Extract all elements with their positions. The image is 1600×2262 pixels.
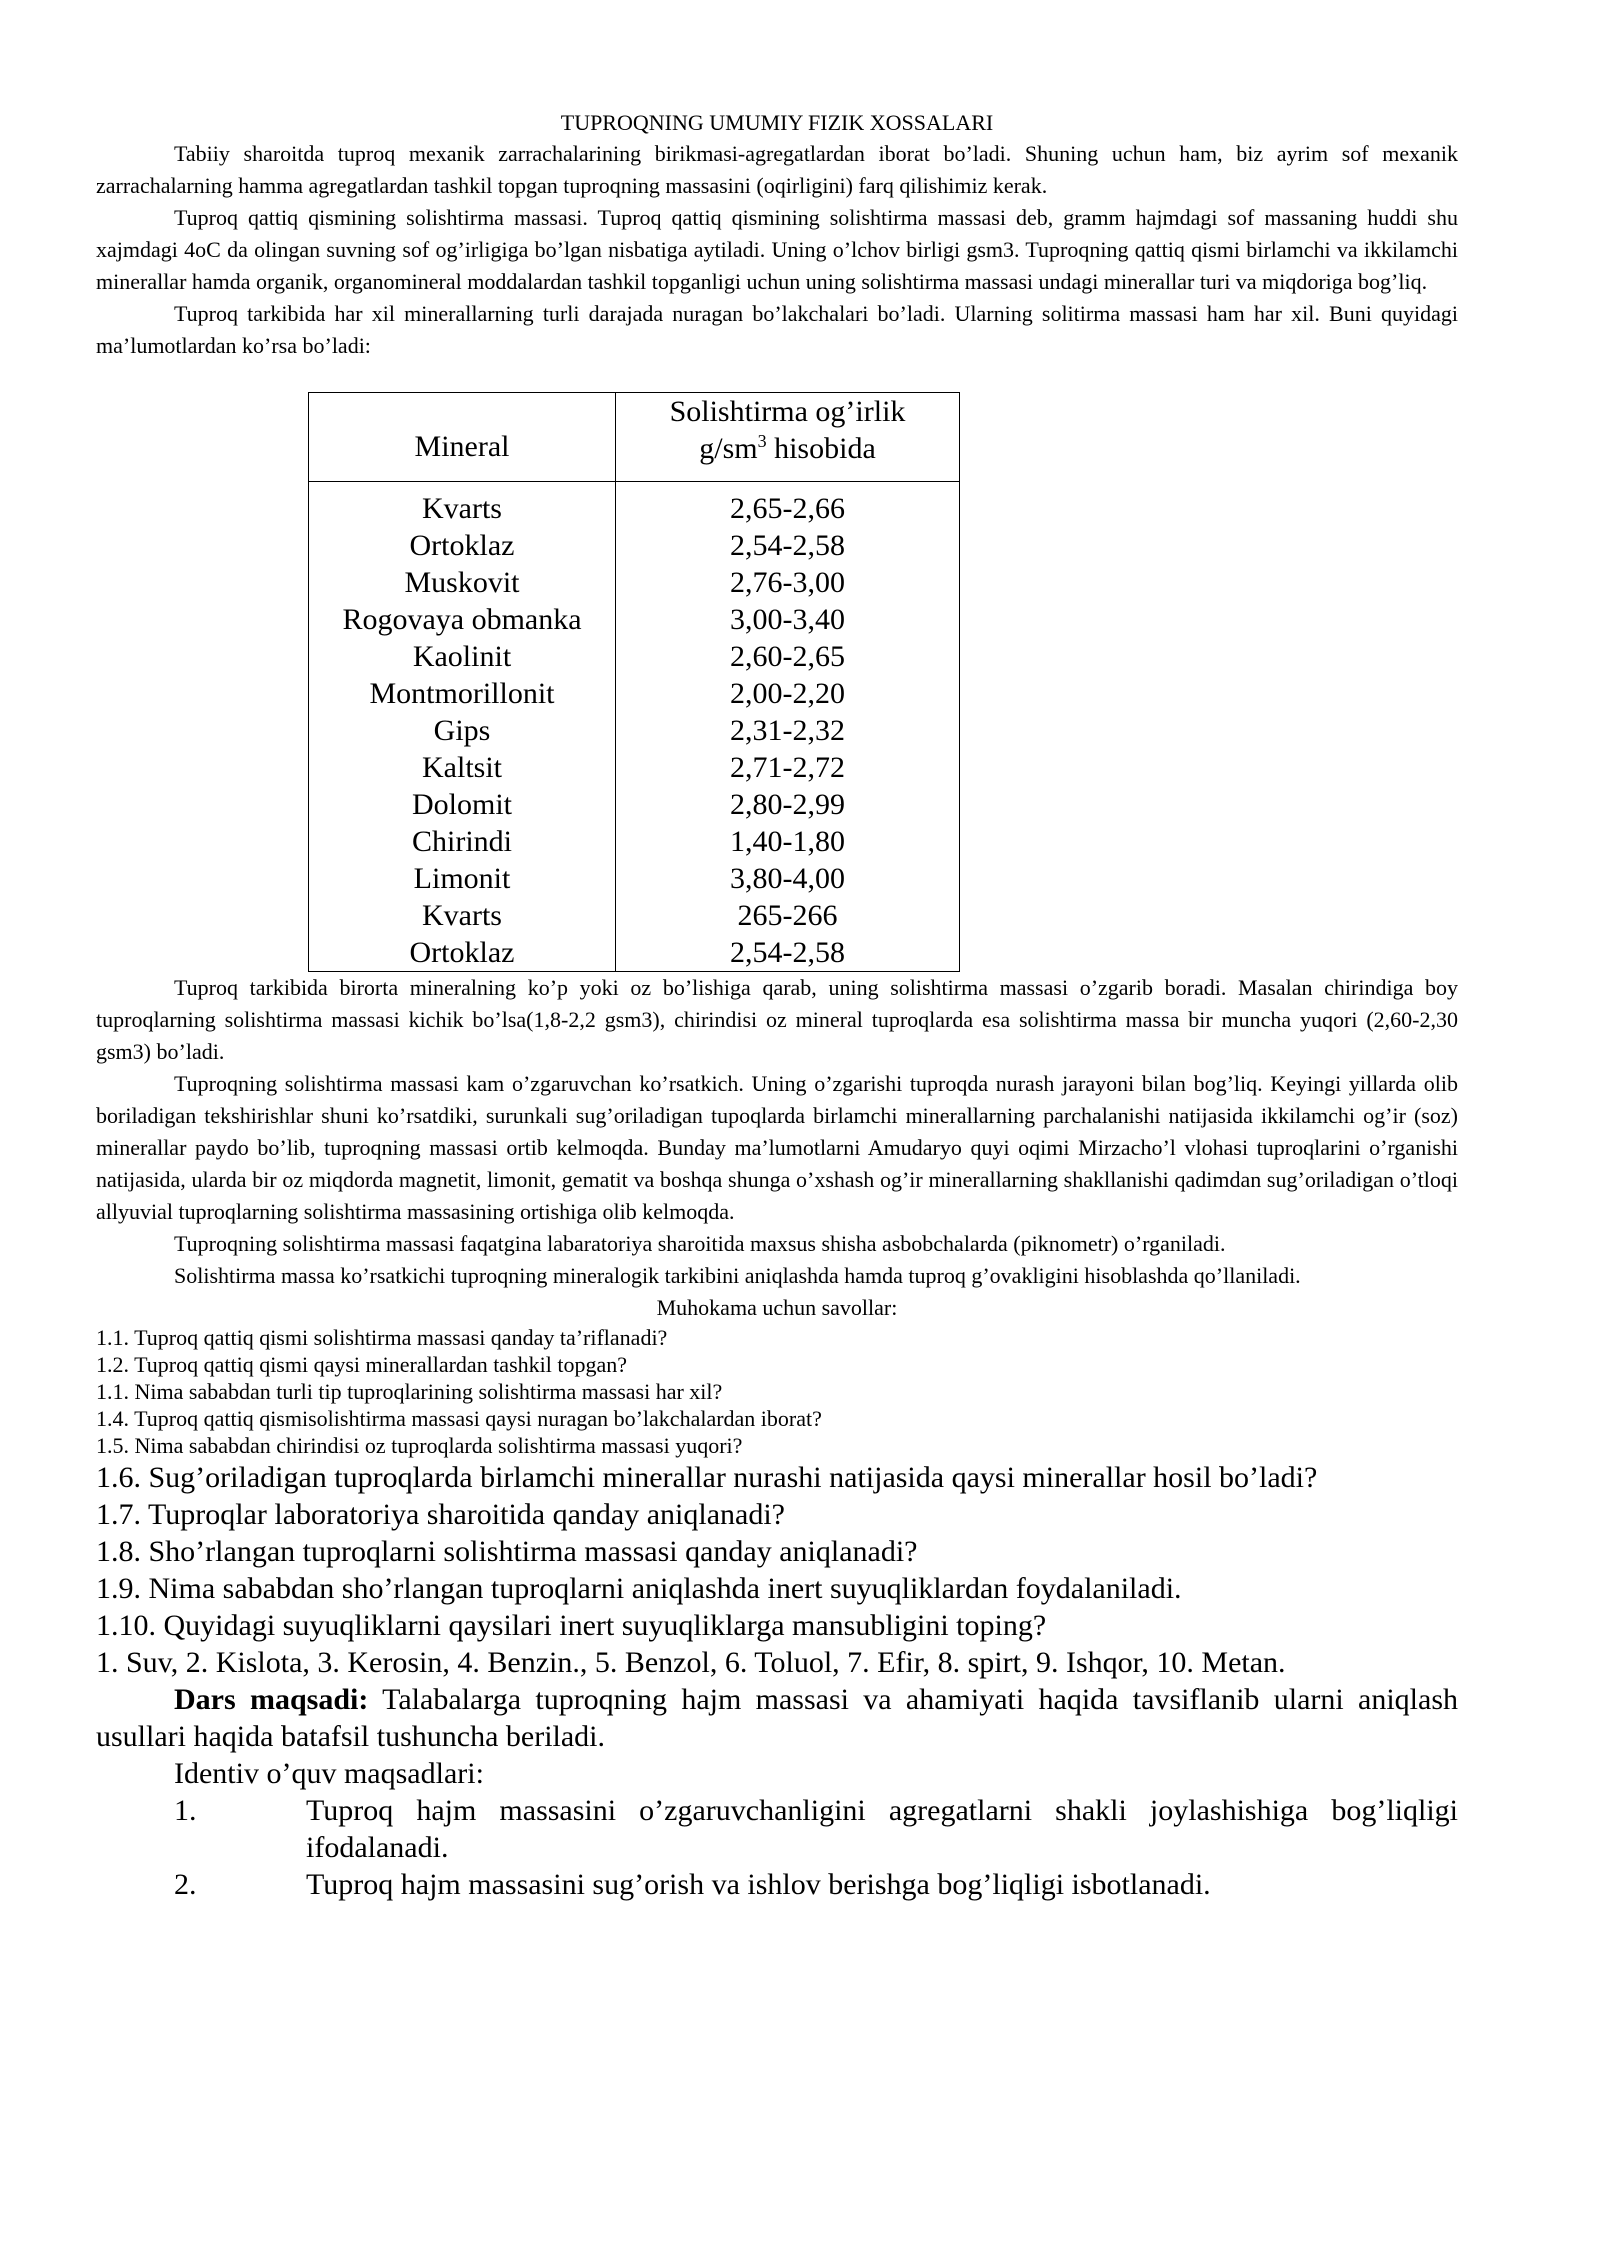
mineral-name-cell: Chirindi [309,823,616,860]
density-value-cell: 2,65-2,66 [616,482,960,528]
density-value-cell: 2,76-3,00 [616,564,960,601]
density-value-cell: 2,31-2,32 [616,712,960,749]
question-item: 1.5. Nima sababdan chirindisi oz tuproqlarda solishtirma massasi yuqori? [96,1433,743,1458]
objectives-heading: Identiv o’quv maqsadlari: [174,1757,484,1790]
questions-large-list [96,1459,1458,1681]
after-paragraph-1: Tuproq tarkibida birorta mineralning ko’p yoki oz bo’lishiga qarab, uning solishtirma massasi o’zgarib boradi. Masalan chirindiga boy tuproqlarning solishtirma massasi kichik bo’lsa(1,8-2,2 gsm3), chirindisi oz mineral tuproqlarda esa solishtirma massa bir muncha yuqori (2,60-2,30 gsm3) bo’ladi. [96,975,1458,1064]
objective-number: 1. [174,1794,197,1827]
objectives-list [96,1792,1458,1903]
after-paragraph-3: Tuproqning solishtirma massasi faqatgina labaratoriya sharoitida maxsus shisha asbobchalarda (piknometr) o’rganiladi. [174,1231,1226,1256]
questions-heading: Muhokama uchun savollar: [656,1295,898,1320]
mineral-name-cell: Ortoklaz [309,527,616,564]
density-value-cell: 2,80-2,99 [616,786,960,823]
question-item: 1.6. Sug’oriladigan tuproqlarda birlamchi minerallar nurashi natijasida qaysi minerallar hosil bo’ladi? [96,1461,1318,1494]
mineral-name-cell: Kaolinit [309,638,616,675]
table-row [309,527,960,564]
header-density [616,393,960,482]
table-header-row [309,393,960,482]
question-item: 1.8. Sho’rlangan tuproqlarni solishtirma massasi qanday aniqlanadi? [96,1535,918,1568]
question-item: 1.1. Nima sababdan turli tip tuproqlarining solishtirma massasi har xil? [96,1379,723,1404]
table-row [309,675,960,712]
header-unit-base: g/sm [699,432,758,465]
intro-paragraph-1: Tabiiy sharoitda tuproq mexanik zarrachalarining birikmasi-agregatlardan iborat bo’ladi. Shuning uchun ham, biz ayrim sof mexanik zarrachalarning hamma agregatlardan tashkil topgan tuproqning massasini (oqirligini) farq qilishimiz kerak. [96,141,1458,198]
density-value-cell: 2,54-2,58 [616,527,960,564]
intro-paragraph-2: Tuproq qattiq qismining solishtirma massasi. Tuproq qattiq qismining solishtirma massasi deb, gramm hajmdagi sof massaning huddi shu xajmdagi 4oC da olingan suvning sof og’irligiga bo’lgan nisbatiga aytiladi. Uning o’lchov birligi gsm3. Tuproqning qattiq qismi birlamchi va ikkilamchi minerallar hamda organik, organomineral moddalardan tashkil topganligi uchun uning solishtirma massasi undagi minerallar turi va miqdoriga bog’liq. [96,205,1458,294]
question-item: 1. Suv, 2. Kislota, 3. Kerosin, 4. Benzin., 5. Benzol, 6. Toluol, 7. Efir, 8. spirt, 9. Ishqor, 10. Metan. [96,1646,1286,1679]
mineral-name-cell: Kaltsit [309,749,616,786]
density-value-cell: 2,54-2,58 [616,934,960,972]
after-paragraph-2: Tuproqning solishtirma massasi kam o’zgaruvchan ko’rsatkich. Uning o’zgarishi tuproqda nurash jarayoni bilan bog’liq. Keyingi yillarda olib boriladigan tekshirishlar shuni ko’rsatdiki, surunkali sug’oriladigan tupoqlarda birlamchi minerallarning parchalanishi natijasida ikkilamchi og’ir (soz) minerallar paydo bo’lib, tuproqning massasi ortib kelmoqda. Bunday ma’lumotlarni Amudaryo quyi oqimi Mirzacho’l vlohasi tuproqlarini o’rganishi natijasida, ularda bir oz miqdorda magnetit, limonit, gematit va boshqa shunga o’xshash og’ir minerallarning shakllanishi qadimdan sug’oriladigan o’tloqi allyuvial tuproqlarning solishtirma massasining ortishiga olib kelmoqda. [96,1071,1458,1224]
mineral-name-cell: Muskovit [309,564,616,601]
table-row [309,638,960,675]
table-row [309,860,960,897]
mineral-name-cell: Dolomit [309,786,616,823]
table-row [309,749,960,786]
table-body [309,482,960,972]
header-density-line2 [616,430,959,467]
density-value-cell: 265-266 [616,897,960,934]
header-density-line1: Solishtirma og’irlik [669,395,906,428]
mineral-name-cell: Rogovaya obmanka [309,601,616,638]
question-item: 1.10. Quyidagi suyuqliklarni qaysilari inert suyuqliklarga mansubligini toping? [96,1609,1047,1642]
header-unit-sup: 3 [757,431,767,451]
table-row [309,823,960,860]
question-item: 1.1. Tuproq qattiq qismi solishtirma massasi qanday ta’riflanadi? [96,1325,668,1350]
document-page [96,110,1458,1903]
mineral-name-cell: Limonit [309,860,616,897]
header-mineral: Mineral [309,393,616,482]
density-value-cell: 2,60-2,65 [616,638,960,675]
question-item: 1.4. Tuproq qattiq qismisolishtirma massasi qaysi nuragan bo’lakchalardan iborat? [96,1406,822,1431]
lesson-goal [96,1681,1458,1755]
table-row [309,601,960,638]
table-row [309,482,960,528]
objective-item [96,1866,1458,1903]
question-item: 1.9. Nima sababdan sho’rlangan tuproqlarni aniqlashda inert suyuqliklardan foydalaniladi. [96,1572,1182,1605]
lesson-goal-label: Dars maqsadi: [174,1683,369,1716]
objective-text: Tuproq hajm massasini sug’orish va ishlov berishga bog’liqligi isbotlanadi. [306,1868,1211,1901]
mineral-name-cell: Ortoklaz [309,934,616,972]
lesson-goal-text: Talabalarga tuproqning hajm massasi va ahamiyati haqida tavsiflanib ularni aniqlash usullari haqida batafsil tushuncha beriladi. [96,1683,1459,1753]
density-value-cell: 1,40-1,80 [616,823,960,860]
mineral-name-cell: Gips [309,712,616,749]
mineral-table [308,392,960,972]
density-value-cell: 2,71-2,72 [616,749,960,786]
intro-paragraph-3: Tuproq tarkibida har xil minerallarning turli darajada nuragan bo’lakchalari bo’ladi. Ularning solitirma massasi ham har xil. Buni quyidagi ma’lumotlardan ko’rsa bo’ladi: [96,301,1458,358]
mineral-name-cell: Kvarts [309,482,616,528]
objective-item [96,1792,1458,1866]
table-row [309,564,960,601]
density-value-cell: 3,00-3,40 [616,601,960,638]
header-unit-rest: hisobida [766,432,876,465]
table-row [309,712,960,749]
table-row [309,897,960,934]
density-value-cell: 3,80-4,00 [616,860,960,897]
mineral-name-cell: Montmorillonit [309,675,616,712]
density-value-cell: 2,00-2,20 [616,675,960,712]
table-row [309,786,960,823]
after-paragraph-4: Solishtirma massa ko’rsatkichi tuproqning mineralogik tarkibini aniqlashda hamda tuproq g’ovakligini hisoblashda qo’llaniladi. [174,1263,1301,1288]
question-item: 1.2. Tuproq qattiq qismi qaysi minerallardan tashkil topgan? [96,1352,627,1377]
questions-small-list [96,1324,1458,1459]
objective-text: Tuproq hajm massasini o’zgaruvchanligini agregatlarni shakli joylashishiga bog’liqligi ifodalanadi. [306,1794,1458,1864]
mineral-density-table [308,392,960,972]
objective-number: 2. [174,1868,197,1901]
mineral-name-cell: Kvarts [309,897,616,934]
question-item: 1.7. Tuproqlar laboratoriya sharoitida qanday aniqlanadi? [96,1498,785,1531]
page-title: TUPROQNING UMUMIY FIZIK XOSSALARI [560,110,994,135]
table-row [309,934,960,972]
